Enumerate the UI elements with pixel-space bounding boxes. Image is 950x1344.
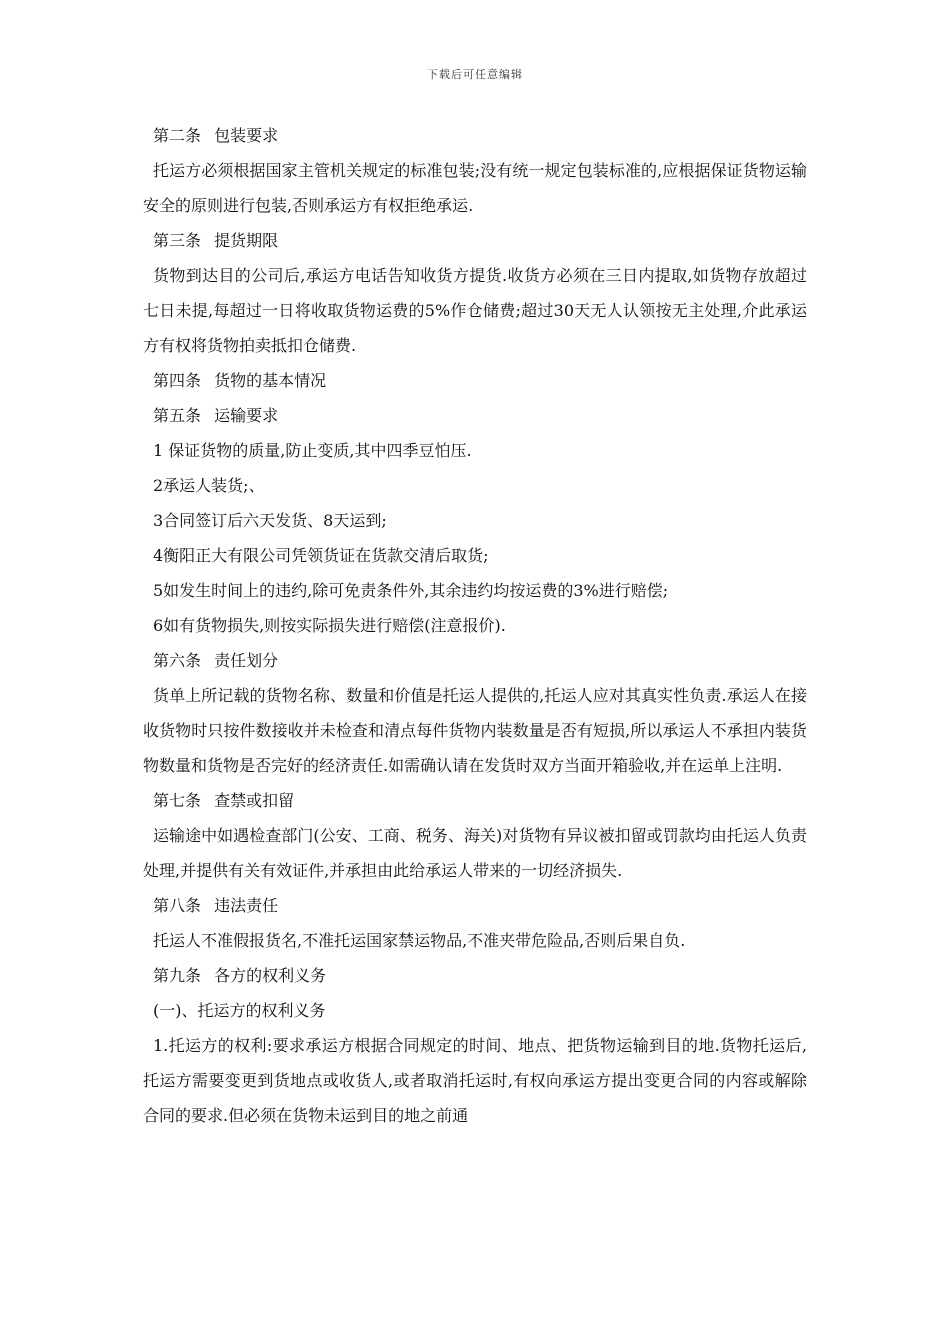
paragraph-pickup-deadline: 货物到达目的公司后,承运方电话告知收货方提货.收货方必须在三日内提取,如货物存放超过七日未提,每超过一日将收取货物运费的5%作仓储费;超过30天无人认领按无主处理,介此承运方有权将货物拍卖抵扣仓储费.	[143, 266, 807, 355]
list-item-5: 5如发生时间上的违约,除可免责条件外,其余违约均按运费的3%进行赔偿;	[153, 581, 669, 600]
paragraph-legal-liability: 托运人不准假报货名,不准托运国家禁运物品,不准夹带危险品,否则后果自负.	[153, 931, 686, 950]
section-title-goods-info: 第四条 货物的基本情况	[153, 371, 327, 390]
section-title-rights-obligations: 第九条 各方的权利义务	[153, 966, 327, 985]
document-body	[143, 118, 807, 1133]
section-title-transport-requirements: 第五条 运输要求	[153, 406, 279, 425]
section-title-legal-liability: 第八条 违法责任	[153, 896, 279, 915]
section-title-liability: 第六条 责任划分	[153, 651, 279, 670]
page-header-note: 下载后可任意编辑	[427, 68, 523, 81]
paragraph-shipper-rights: 1.托运方的权利:要求承运方根据合同规定的时间、地点、把货物运输到目的地.货物托运后,托运方需要变更到货地点或收货人,或者取消托运时,有权向承运方提出变更合同的内容或解除合同的要求.但必须在货物未运到目的地之前通	[143, 1036, 807, 1125]
list-item-1: 1 保证货物的质量,防止变质,其中四季豆怕压.	[153, 441, 472, 460]
subsection-title-shipper: (一)、托运方的权利义务	[153, 1001, 326, 1020]
list-item-2: 2承运人装货;、	[153, 476, 265, 495]
list-item-3: 3合同签订后六天发货、8天运到;	[153, 511, 387, 530]
section-title-pickup-deadline: 第三条 提货期限	[153, 231, 279, 250]
paragraph-seizure: 运输途中如遇检查部门(公安、工商、税务、海关)对货物有异议被扣留或罚款均由托运人负责处理,并提供有关有效证件,并承担由此给承运人带来的一切经济损失.	[143, 826, 807, 880]
paragraph-packaging: 托运方必须根据国家主管机关规定的标准包装;没有统一规定包装标准的,应根据保证货物运输安全的原则进行包装,否则承运方有权拒绝承运.	[143, 161, 807, 215]
section-title-seizure: 第七条 查禁或扣留	[153, 791, 295, 810]
section-title-packaging: 第二条 包装要求	[153, 126, 279, 145]
list-item-4: 4衡阳正大有限公司凭领货证在货款交清后取货;	[153, 546, 489, 565]
list-item-6: 6如有货物损失,则按实际损失进行赔偿(注意报价).	[153, 616, 506, 635]
paragraph-liability: 货单上所记载的货物名称、数量和价值是托运人提供的,托运人应对其真实性负责.承运人在接收货物时只按件数接收并未检查和清点每件货物内装数量是否有短损,所以承运人不承担内装货物数量和货物是否完好的经济责任.如需确认请在发货时双方当面开箱验收,并在运单上注明.	[143, 686, 807, 775]
